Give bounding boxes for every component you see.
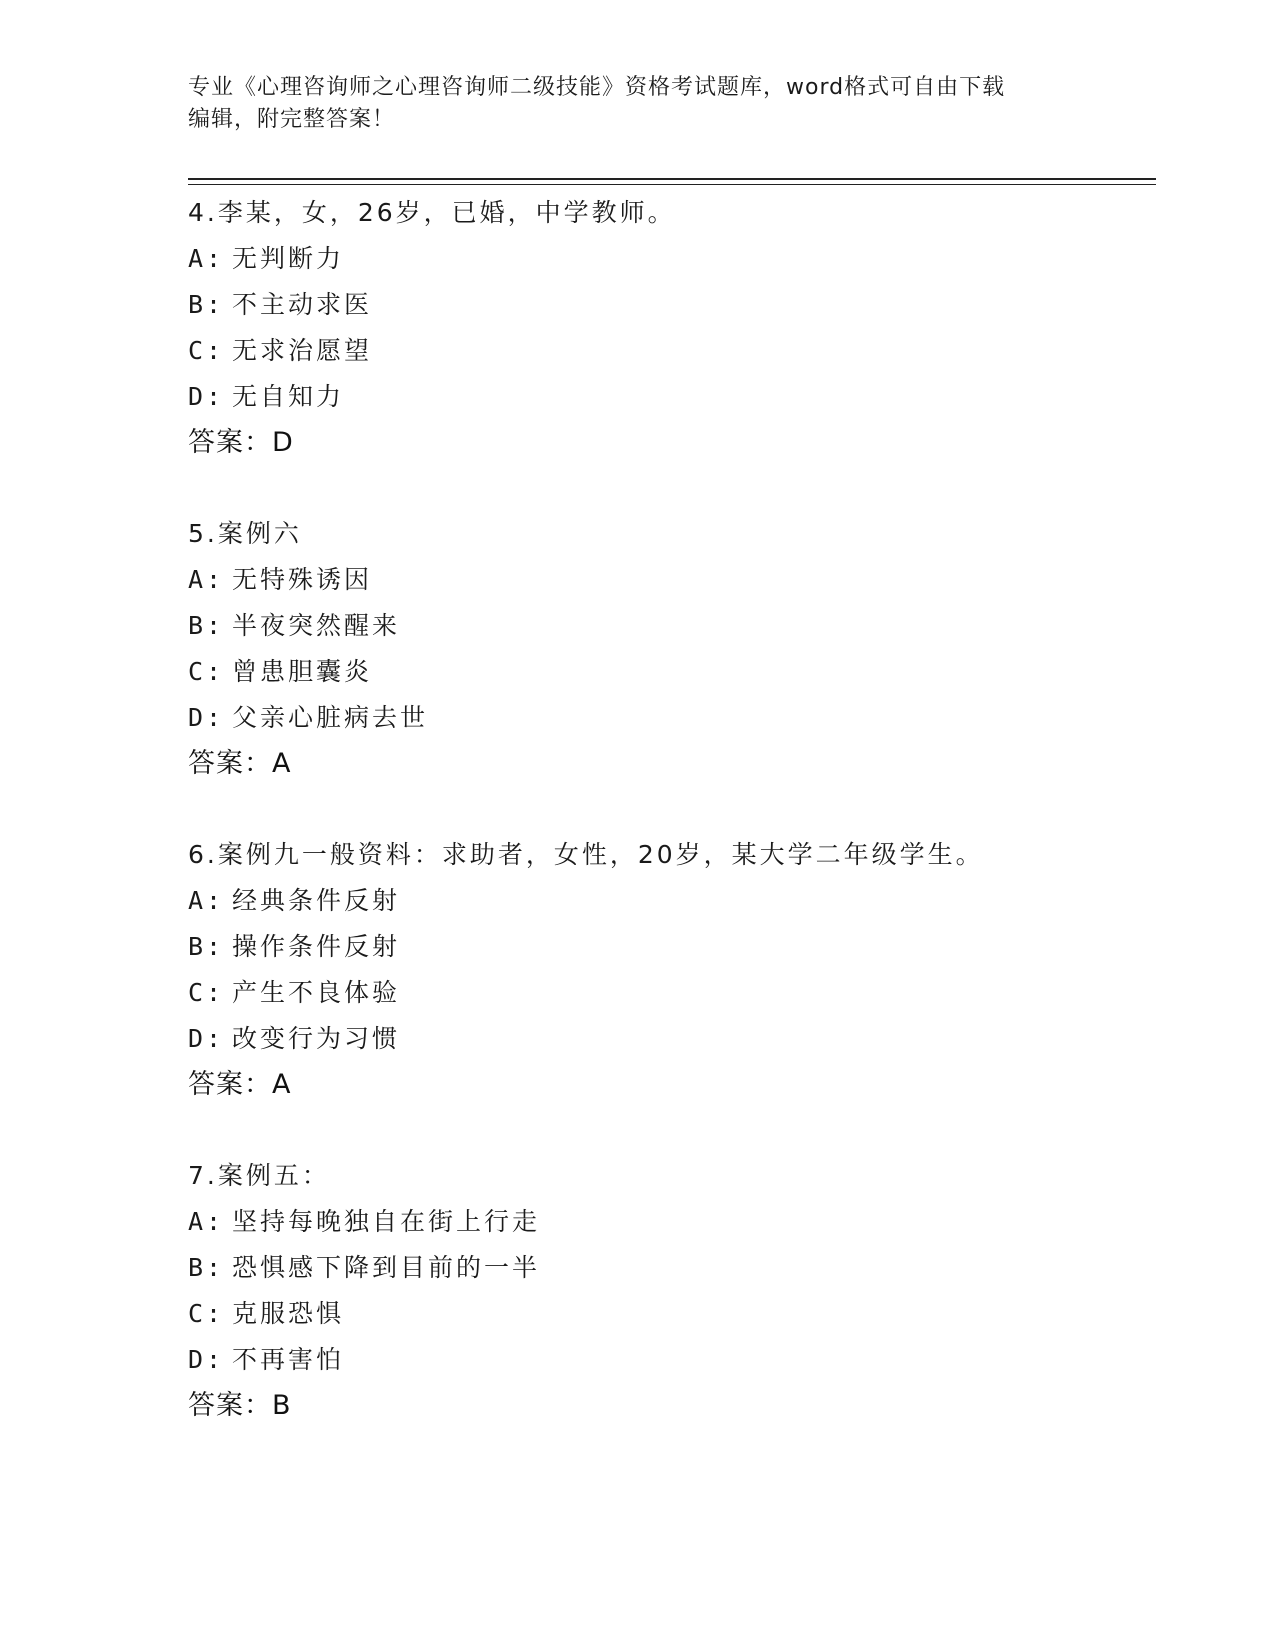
option-text: 操作条件反射: [232, 932, 401, 961]
option-d: [188, 695, 1168, 741]
question-stem: 5.案例六: [188, 519, 302, 548]
option-text: 不再害怕: [232, 1345, 345, 1374]
option-text: 无自知力: [232, 382, 345, 411]
option-key: D:: [188, 382, 225, 411]
option-text: 曾患胆囊炎: [232, 657, 373, 686]
option-c: [188, 970, 1168, 1016]
option-d: [188, 374, 1168, 420]
option-a: [188, 878, 1168, 924]
header-rule-thick: [188, 178, 1156, 180]
answer-label: 答案：A: [188, 1069, 292, 1100]
option-a: [188, 557, 1168, 603]
option-text: 半夜突然醒来: [232, 611, 401, 640]
option-text: 克服恐惧: [232, 1299, 345, 1328]
option-b: [188, 1245, 1168, 1291]
option-text: 无判断力: [232, 244, 345, 273]
option-key: B:: [188, 1253, 225, 1282]
question-stem: 4.李某，女，26岁，已婚，中学教师。: [188, 198, 676, 227]
option-a: [188, 236, 1168, 282]
option-c: [188, 1291, 1168, 1337]
question-item: [188, 190, 1168, 466]
option-key: B:: [188, 290, 225, 319]
option-text: 经典条件反射: [232, 886, 401, 915]
document-header: [188, 72, 1078, 136]
question-item: [188, 511, 1168, 787]
option-key: C:: [188, 657, 225, 686]
option-key: A:: [188, 244, 225, 273]
option-key: D:: [188, 1024, 225, 1053]
answer-label: 答案：D: [188, 427, 294, 458]
option-key: B:: [188, 932, 225, 961]
option-key: A:: [188, 886, 225, 915]
header-line-1: 专业《心理咨询师之心理咨询师二级技能》资格考试题库，word格式可自由下载: [188, 75, 1006, 100]
option-key: B:: [188, 611, 225, 640]
option-key: C:: [188, 336, 225, 365]
option-key: A:: [188, 1207, 225, 1236]
option-text: 无特殊诱因: [232, 565, 373, 594]
answer-label: 答案：B: [188, 1390, 292, 1421]
option-b: [188, 924, 1168, 970]
option-c: [188, 649, 1168, 695]
option-key: A:: [188, 565, 225, 594]
option-text: 不主动求医: [232, 290, 373, 319]
option-d: [188, 1016, 1168, 1062]
option-text: 产生不良体验: [232, 978, 401, 1007]
option-c: [188, 328, 1168, 374]
option-text: 父亲心脏病去世: [232, 703, 429, 732]
option-key: D:: [188, 1345, 225, 1374]
question-list: [188, 190, 1168, 1474]
option-key: C:: [188, 1299, 225, 1328]
option-text: 无求治愿望: [232, 336, 373, 365]
question-stem: 6.案例九一般资料：求助者，女性，20岁，某大学二年级学生。: [188, 840, 984, 869]
option-text: 改变行为习惯: [232, 1024, 401, 1053]
answer-label: 答案：A: [188, 748, 292, 779]
option-text: 恐惧感下降到目前的一半: [232, 1253, 541, 1282]
option-key: D:: [188, 703, 225, 732]
question-stem: 7.案例五：: [188, 1161, 330, 1190]
question-item: [188, 1153, 1168, 1429]
question-item: [188, 832, 1168, 1108]
option-d: [188, 1337, 1168, 1383]
header-line-2: 编辑，附完整答案！: [188, 107, 396, 132]
header-rule-thin: [188, 184, 1156, 185]
option-text: 坚持每晚独自在街上行走: [232, 1207, 541, 1236]
option-b: [188, 282, 1168, 328]
option-key: C:: [188, 978, 225, 1007]
option-b: [188, 603, 1168, 649]
option-a: [188, 1199, 1168, 1245]
